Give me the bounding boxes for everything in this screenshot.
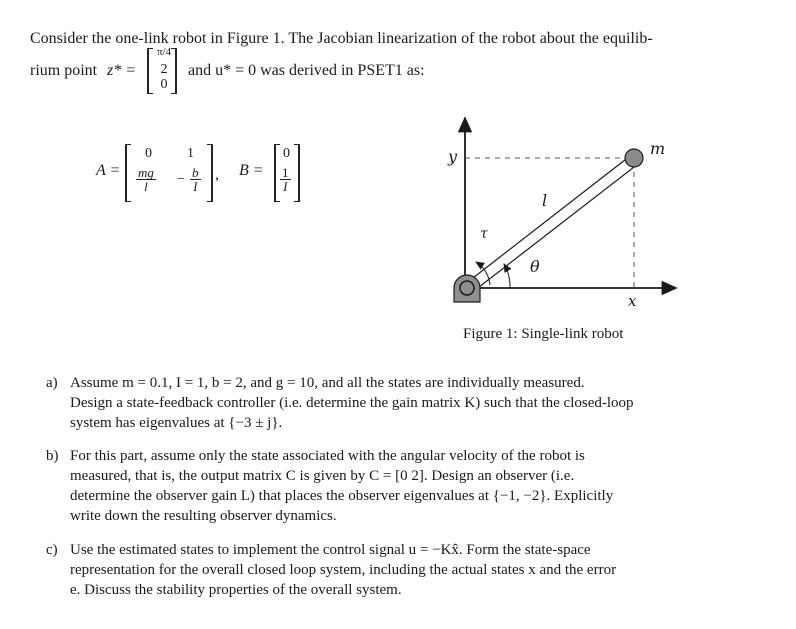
question-label: a): [46, 375, 58, 391]
question-line: system has eigenvalues at {−3 ± j}.: [70, 415, 283, 431]
numerator: mg: [138, 165, 154, 180]
right-bracket: [207, 144, 213, 202]
question-b: [46, 446, 736, 526]
matrix-a-label: A =: [96, 162, 121, 179]
denominator: I: [193, 179, 198, 194]
equilibrium-vector: [147, 48, 179, 94]
y-axis-label: y: [448, 147, 458, 166]
question-line: e. Discuss the stability properties of the overall system.: [70, 582, 402, 598]
question-line: measured, that is, the output matrix C is given by C = [0 2]. Design an observer (i.e.: [70, 468, 575, 484]
question-line: For this part, assume only the state associated with the angular velocity of the robot is: [70, 448, 585, 464]
robot-figure: [440, 110, 700, 320]
question-label: b): [46, 448, 59, 464]
denominator: I: [283, 179, 288, 194]
matrix-entry-fraction: [189, 166, 202, 193]
link-edge: [470, 164, 638, 294]
matrix-b: [274, 142, 302, 204]
question-line: representation for the overall closed loop system, including the actual states x and the error: [70, 562, 617, 578]
equilibrium-label: z* =: [107, 62, 137, 79]
question-label: c): [46, 542, 58, 558]
matrix-entry: 0: [145, 146, 152, 161]
numerator: b: [192, 165, 199, 180]
question-c: [46, 540, 736, 600]
figure-caption: Figure 1: Single-link robot: [463, 326, 624, 342]
x-axis-label: x: [628, 292, 637, 310]
question-line: write down the resulting observer dynamics.: [70, 508, 337, 524]
question-line: Design a state-feedback controller (i.e. determine the gain matrix K) such that the closed-loop: [70, 395, 634, 411]
minus-sign: −: [177, 172, 185, 187]
vector-entry: 2: [160, 62, 168, 77]
vector-entry: 0: [160, 77, 168, 92]
denominator: l: [144, 179, 148, 194]
matrix-separator: ,: [215, 166, 219, 183]
torque-label: τ: [480, 226, 488, 242]
left-bracket: [125, 144, 131, 202]
joint-pivot: [460, 281, 474, 295]
matrix-a: [125, 142, 215, 204]
question-line: Use the estimated states to implement the control signal u = −Kx̂. Form the state-space: [70, 542, 591, 558]
question-line: Assume m = 0.1, I = 1, b = 2, and g = 10, and all the states are individually measured.: [70, 375, 585, 391]
matrix-entry: 1: [187, 146, 194, 161]
angle-label: θ: [530, 257, 540, 276]
link-edge: [460, 156, 630, 288]
vector-entry: π/4: [157, 46, 172, 58]
right-bracket: [171, 48, 177, 94]
question-line: determine the observer gain L) that places the observer eigenvalues at {−1, −2}. Explicitly: [70, 488, 614, 504]
question-a: [46, 373, 736, 433]
intro-line-2-prefix: rium point: [30, 62, 98, 79]
right-bracket: [294, 144, 300, 202]
left-bracket: [147, 48, 153, 94]
intro-line-1: Consider the one-link robot in Figure 1. The Jacobian linearization of the robot about the equilib-: [30, 30, 653, 47]
matrix-entry-fraction: [135, 166, 157, 193]
matrix-entry-fraction: [279, 166, 292, 193]
numerator: 1: [282, 165, 289, 180]
point-mass: [625, 149, 643, 167]
matrix-entry: 0: [283, 146, 290, 161]
mass-label: m: [650, 139, 666, 158]
intro-line-2-suffix: and u* = 0 was derived in PSET1 as:: [188, 62, 425, 79]
length-label: l: [542, 191, 548, 210]
matrix-b-label: B =: [239, 162, 264, 179]
